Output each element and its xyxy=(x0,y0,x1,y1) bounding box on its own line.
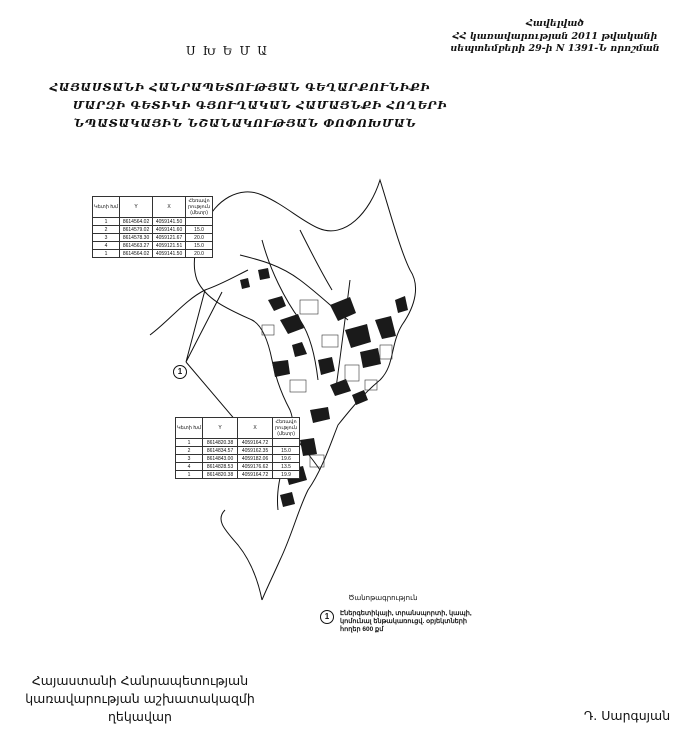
table-cell: 4059182.06 xyxy=(238,455,273,463)
table-cell: 4059141.60 xyxy=(153,226,186,234)
position-line-2: կառավարության աշխատակազմի xyxy=(25,691,255,706)
table-row xyxy=(93,234,213,242)
table-cell: 15.0 xyxy=(273,447,300,455)
table-cell: 2 xyxy=(93,226,120,234)
legend-marker: 1 xyxy=(320,610,334,624)
table-cell: 20.0 xyxy=(186,234,213,242)
table-header-row xyxy=(176,418,300,439)
column-header: Հեռավո րություն (մետր) xyxy=(186,197,213,218)
table-cell: 1 xyxy=(93,250,120,258)
table-cell xyxy=(186,218,213,226)
table-row xyxy=(176,463,300,471)
legend-title: Ծանոթագրություն xyxy=(348,595,418,602)
column-header: Հեռավո րություն (մետր) xyxy=(273,418,300,439)
coordinates-table-2 xyxy=(175,417,300,479)
table-row xyxy=(176,447,300,455)
table-cell: 1 xyxy=(176,471,203,479)
title-line-3: ՆՊԱՏԱԿԱՅԻՆ ՆՇԱՆԱԿՈՒԹՅԱՆ ՓՈՓՈԽՄԱՆ xyxy=(73,116,417,130)
table-cell: 4059121.67 xyxy=(153,234,186,242)
column-header: Y xyxy=(120,197,153,218)
table-cell xyxy=(273,439,300,447)
legend-line-2: կոմունալ ենթակառուցվ. օբյեկտների xyxy=(340,618,468,625)
column-header: X xyxy=(238,418,273,439)
table-cell: 4059141.50 xyxy=(153,218,186,226)
position-line-1: Հայաստանի Հանրապետության xyxy=(31,673,249,688)
table-cell: 1 xyxy=(93,218,120,226)
table-cell: 4059162.35 xyxy=(238,447,273,455)
coordinates-table-1 xyxy=(92,196,213,258)
signatory-position xyxy=(10,672,270,726)
legend-text xyxy=(340,610,520,634)
callout-marker: 1 xyxy=(173,365,187,379)
table-cell: 4 xyxy=(93,242,120,250)
approval-line-1: Հավելված xyxy=(525,18,585,29)
table-cell: 4059141.50 xyxy=(153,250,186,258)
table-cell: 3 xyxy=(176,455,203,463)
table-row xyxy=(93,250,213,258)
table-header-row xyxy=(93,197,213,218)
table-row xyxy=(93,226,213,234)
table-cell: 8614828.53 xyxy=(203,463,238,471)
signatory-name: Դ. Սարգսյան xyxy=(583,708,671,723)
table-cell: 8614564.02 xyxy=(120,218,153,226)
table-row xyxy=(93,218,213,226)
title-line-2: ՄԱՐԶԻ ԳԵՏԻԿԻ ԳՅՈՒՂԱԿԱՆ ՀԱՄԱՅՆՔԻ ՀՈՂԵՐԻ xyxy=(72,98,448,112)
legend-line-3: հողեր 600 քմ xyxy=(340,626,384,633)
table-cell: 8614579.02 xyxy=(120,226,153,234)
table-row xyxy=(176,439,300,447)
legend-line-1: Էներգետիկայի, տրանսպորտի, կապի, xyxy=(340,610,472,617)
table-cell: 8614834.57 xyxy=(203,447,238,455)
table-cell: 8614820.38 xyxy=(203,439,238,447)
table-cell: 8614843.00 xyxy=(203,455,238,463)
table-cell: 19.6 xyxy=(273,455,300,463)
table-cell: 4059121.51 xyxy=(153,242,186,250)
title-line-1: ՀԱՅԱՍՏԱՆԻ ՀԱՆՐԱՊԵՏՈՒԹՅԱՆ ԳԵՂԱՐՔՈՒՆԻՔԻ xyxy=(49,80,431,94)
table-row xyxy=(93,242,213,250)
approval-line-2: ՀՀ կառավարության 2011 թվականի xyxy=(452,30,658,42)
table-cell: 8614563.27 xyxy=(120,242,153,250)
table-cell: 8614820.38 xyxy=(203,471,238,479)
scheme-label: ՍԽԵՄԱ xyxy=(186,44,274,58)
table-row xyxy=(176,455,300,463)
approval-line-3: սեպտեմբերի 29-ի N 1391-Ն որոշման xyxy=(450,43,660,54)
table-cell: 15.0 xyxy=(186,226,213,234)
column-header: X xyxy=(153,197,186,218)
community-boundary xyxy=(205,180,416,600)
table-cell: 8614578.30 xyxy=(120,234,153,242)
table-cell: 3 xyxy=(93,234,120,242)
table-cell: 4059164.72 xyxy=(238,471,273,479)
table-cell: 8614564.02 xyxy=(120,250,153,258)
table-row xyxy=(176,471,300,479)
position-line-3: ղեկավար xyxy=(108,709,172,724)
table-cell: 13.5 xyxy=(273,463,300,471)
table-cell: 4059164.72 xyxy=(238,439,273,447)
table-cell: 1 xyxy=(176,439,203,447)
column-header: Y xyxy=(203,418,238,439)
table-cell: 15.0 xyxy=(186,242,213,250)
column-header: Կետի Խմ xyxy=(93,197,120,218)
table-cell: 4059176.62 xyxy=(238,463,273,471)
table-cell: 19.9 xyxy=(273,471,300,479)
table-cell: 2 xyxy=(176,447,203,455)
table-cell: 20.0 xyxy=(186,250,213,258)
table-cell: 4 xyxy=(176,463,203,471)
column-header: Կետի Խմ xyxy=(176,418,203,439)
